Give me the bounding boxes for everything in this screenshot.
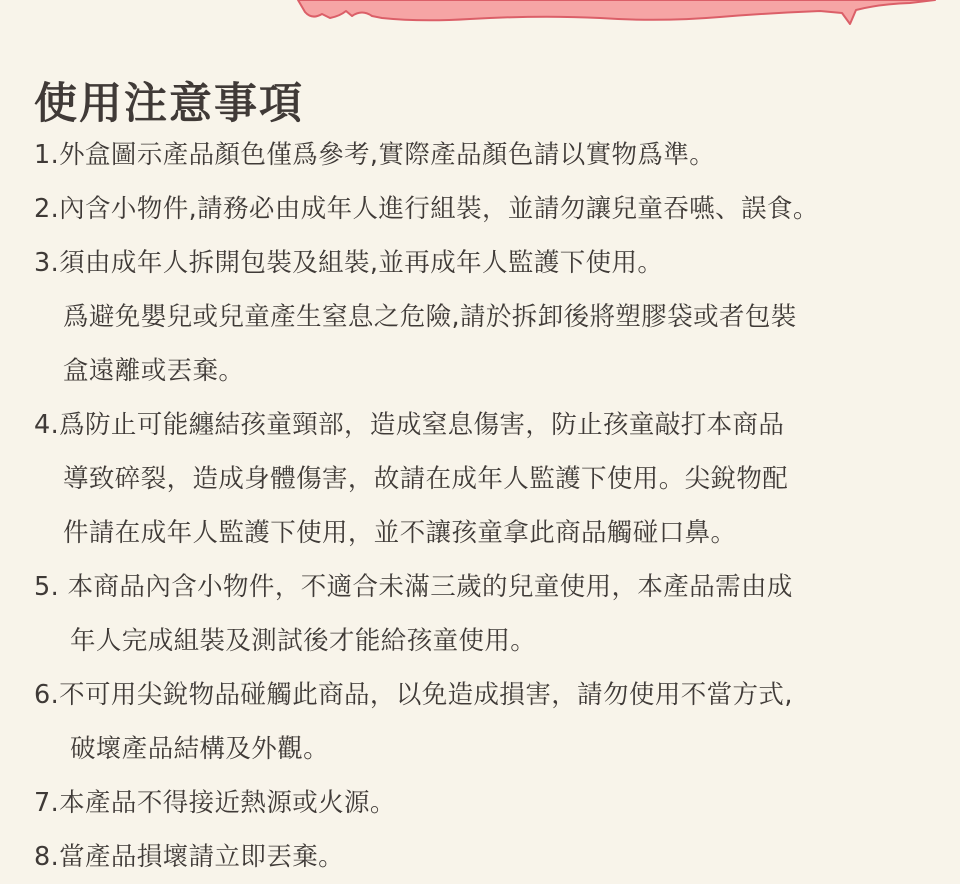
notice-6-line-2: 破壞產品結構及外觀。: [70, 734, 330, 764]
notice-6-line-1: 6.不可用尖銳物品碰觸此商品，以免造成損害，請勿使用不當方式,: [34, 680, 793, 710]
notice-8-line-1: 8.當產品損壞請立即丟棄。: [34, 842, 345, 872]
notice-3-line-3: 盒遠離或丟棄。: [63, 356, 245, 386]
notice-7-line-1: 7.本產品不得接近熱源或火源。: [34, 788, 396, 818]
notice-4-line-1: 4.爲防止可能纏結孩童頸部，造成窒息傷害，防止孩童敲打本商品: [34, 410, 785, 440]
notice-5-line-1: 5. 本商品內含小物件，不適合未滿三歲的兒童使用，本產品需由成: [34, 572, 793, 602]
notice-4-line-3: 件請在成年人監護下使用，並不讓孩童拿此商品觸碰口鼻。: [63, 518, 737, 548]
notice-4-line-2: 導致碎裂，造成身體傷害，故請在成年人監護下使用。尖銳物配: [63, 464, 789, 494]
notice-5-line-2: 年人完成組裝及測試後才能給孩童使用。: [70, 626, 537, 656]
notice-3-line-2: 爲避免嬰兒或兒童產生窒息之危險,請於拆卸後將塑膠袋或者包裝: [63, 302, 797, 332]
notice-2-line-1: 2.內含小物件,請務必由成年人進行組裝，並請勿讓兒童吞嚥、誤食。: [34, 194, 819, 224]
notice-3-line-1: 3.須由成年人拆開包裝及組裝,並再成年人監護下使用。: [34, 248, 664, 278]
page-title: 使用注意事項: [34, 78, 304, 129]
notice-1-line-1: 1.外盒圖示產品顏色僅爲參考,實際產品顏色請以實物爲準。: [34, 140, 716, 170]
pink-banner-decoration: [0, 0, 960, 32]
notice-list: [34, 128, 954, 884]
